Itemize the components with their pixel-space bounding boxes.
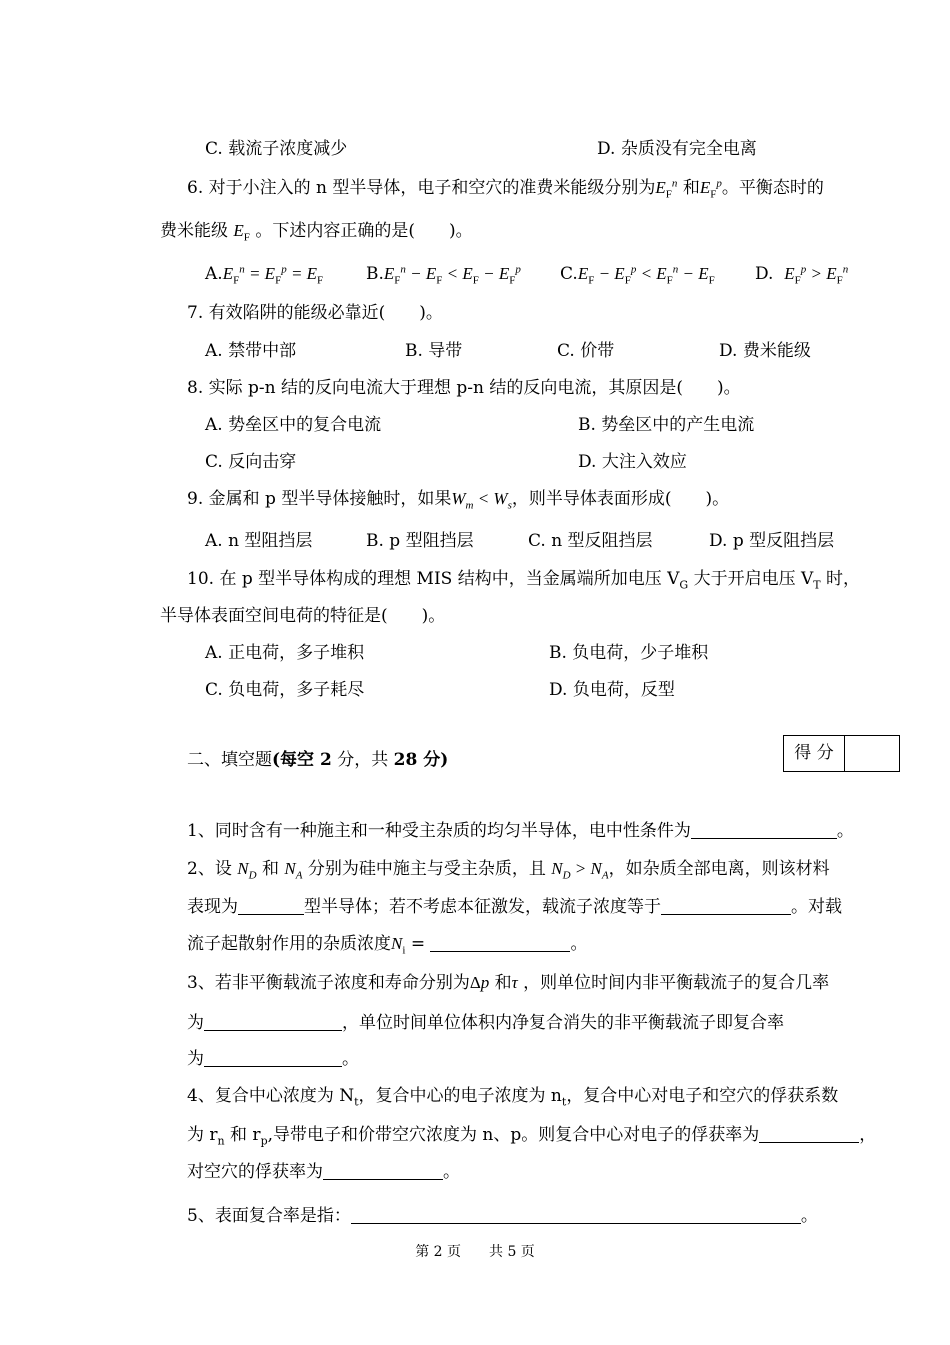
fill-question-5: 5、表面复合率是指： 。 [187,1206,818,1226]
fill-question-4-line1: 4、复合中心浓度为 $N_t$，复合中心的电子浓度为 $n_t$，复合中心对电子和空穴的俘获系数 [187,1086,839,1109]
answer-blank[interactable] [323,1162,443,1180]
fill-question-1: 1、同时含有一种施主和一种受主杂质的均匀半导体，电中性条件为 。 [187,821,854,841]
option-9b: B. p 型阻挡层 [366,531,474,551]
option-10c: C. 负电荷，多子耗尽 [205,680,365,700]
question-6-stem-line2: 费米能级 $E_F$ 。下述内容正确的是( )。 [160,221,473,244]
option-7c: C. 价带 [557,341,615,361]
option-6a: $A.E_F^n = E_F^p = E_F$ [205,263,324,287]
fill-question-2-line3: 流子起散射作用的杂质浓度$N_i$ = 。 [187,934,588,957]
option-7b: B. 导带 [405,341,463,361]
fill-question-3-line2: 为 ，单位时间单位体积内净复合消失的非平衡载流子即复合率 [187,1013,784,1033]
option-5d: D. 杂质没有完全电离 [597,139,757,159]
score-box [783,735,900,772]
score-label: 得 分 [784,736,845,771]
option-9c: C. n 型反阻挡层 [528,531,653,551]
option-10b: B. 负电荷，少子堆积 [549,643,709,663]
option-9a: A. n 型阻挡层 [205,531,313,551]
answer-blank[interactable] [204,1013,342,1031]
answer-blank[interactable] [351,1206,801,1224]
fill-question-3-line3: 为 。 [187,1049,359,1069]
page-footer: 第 2 页 共 5 页 [415,1244,535,1260]
option-8d: D. 大注入效应 [578,452,687,472]
answer-blank[interactable] [691,821,837,839]
question-6-stem-line1: 6. 对于小注入的 n 型半导体，电子和空穴的准费米能级分别为$E_F^n$ 和$E_F^p$。平衡态时的 [187,177,824,201]
option-6c: $C.E_F - E_F^p < E_F^n - E_F$ [560,263,715,287]
answer-blank[interactable] [759,1125,859,1143]
fill-question-2-line2: 表现为 型半导体；若不考虑本征激发，载流子浓度等于 。对载 [187,897,842,917]
fill-question-2-line1: 2、设 $N_D$ 和 $N_A$ 分别为硅中施主与受主杂质，且 $N_D > N_A$，如杂质全部电离，则该材料 [187,859,830,882]
option-9d: D. p 型反阻挡层 [709,531,835,551]
answer-blank[interactable] [661,897,791,915]
score-field[interactable] [845,736,899,771]
question-9-stem: 9. 金属和 p 型半导体接触时，如果$W_m < W_s$，则半导体表面形成( )。 [187,489,730,512]
option-8b: B. 势垒区中的产生电流 [578,415,755,435]
option-10d: D. 负电荷，反型 [549,680,675,700]
option-8a: A. 势垒区中的复合电流 [205,415,382,435]
answer-blank[interactable] [238,897,304,915]
option-8c: C. 反向击穿 [205,452,297,472]
option-5c: C. 载流子浓度减少 [205,139,348,159]
question-10-stem-line2: 半导体表面空间电荷的特征是( )。 [160,606,446,626]
question-10-stem-line1: 10. 在 p 型半导体构成的理想 MIS 结构中，当金属端所加电压 $V_G$ 大于开启电压 $V_T$ 时， [187,569,861,592]
question-8-stem: 8. 实际 p-n 结的反向电流大于理想 p-n 结的反向电流，其原因是( )。 [187,378,741,398]
question-7-stem: 7. 有效陷阱的能级必靠近( )。 [187,303,443,323]
answer-blank[interactable] [430,934,570,952]
option-7a: A. 禁带中部 [205,341,297,361]
option-6d: D. $E_F^p > E_F^n$ [755,263,849,287]
section-2-title: 二、填空题(每空 2 分，共 28 分) [187,750,449,770]
option-7d: D. 费米能级 [719,341,811,361]
fill-question-4-line2: 为 $r_n$ 和 $r_p$,导带电子和价带空穴浓度为 n、p。则复合中心对电子的俘获率为 ， [187,1125,877,1148]
answer-blank[interactable] [204,1049,342,1067]
option-6b: $B.E_F^n - E_F < E_F - E_F^p$ [366,263,521,287]
option-10a: A. 正电荷，多子堆积 [205,643,365,663]
fill-question-4-line3: 对空穴的俘获率为 。 [187,1162,460,1182]
fill-question-3-line1: 3、若非平衡载流子浓度和寿命分别为Δp 和τ ，则单位时间内非平衡载流子的复合几率 [187,973,830,993]
